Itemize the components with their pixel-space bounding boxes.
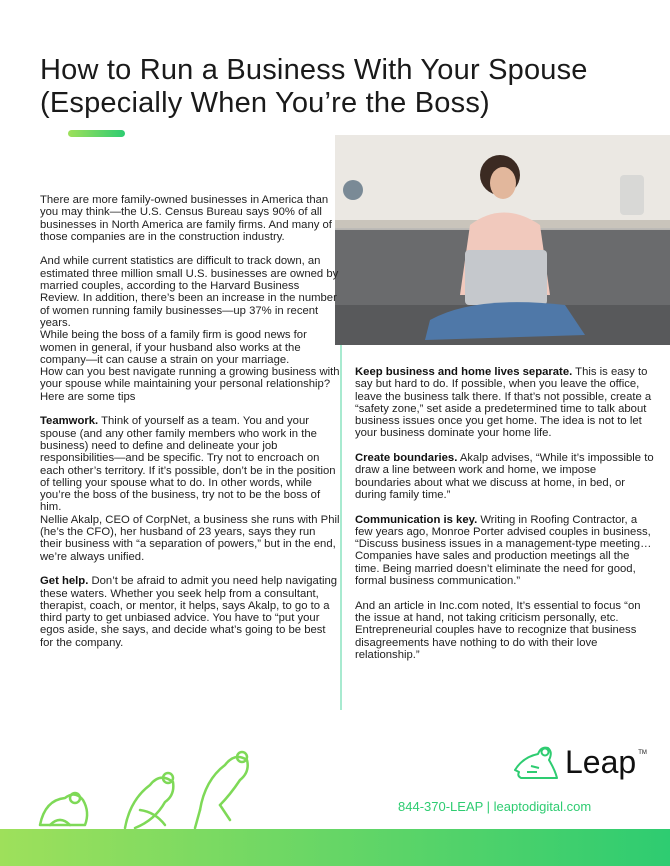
boundaries-body: Akalp advises, “While it’s impossible to draw a line between work and home, we impose boundaries about what we discuss at home, in bed, or during family time.”	[355, 452, 654, 501]
left-column	[40, 194, 340, 661]
teamwork-body: Think of yourself as a team. You and your spouse (and any other family members who work in the business) need to define and delineate your job responsibilities—and be specific. Try not to encroach on each other’s territory. If it’s possible, don’t be in the position of telling your spouse what to do. In other words, while you’re the boss of the business, try not to be the boss of him.	[40, 415, 336, 514]
leap-logo-text: Leap	[565, 744, 637, 780]
teamwork-paragraph	[40, 415, 340, 513]
boundaries-heading: Create boundaries.	[355, 452, 458, 465]
photo-illustration	[335, 135, 670, 345]
contact-info[interactable]: 844-370-LEAP | leaptodigital.com	[398, 799, 592, 814]
communication-paragraph	[355, 514, 655, 588]
communication-heading: Communication is key.	[355, 513, 478, 526]
leap-frog-logo-icon	[513, 742, 563, 786]
separate-heading: Keep business and home lives separate.	[355, 366, 573, 378]
woman-laptop-photo	[335, 135, 670, 345]
title-line-1: How to Run a Business With Your Spouse	[40, 54, 588, 86]
boundaries-paragraph	[355, 452, 655, 501]
tips-intro-paragraph: How can you best navigate running a growing business with your spouse while maintaining your personal relationship? Here are some tips	[40, 366, 340, 403]
statistics-paragraph: And while current statistics are difficult to track down, an estimated three million small U.S. businesses are owned by married couples, according to the Harvard Business Review. In addition, there’s been an increase in the number of women running family businesses—up 37% in recent years.	[40, 255, 339, 329]
separate-body: This is easy to say but hard to do. If possible, when you leave the office, leave the business talk there. If that’s not possible, create a “safety zone,” set aside a predetermined time to talk about business issues once you get home. The idea is not to let your business dominate your home life.	[355, 366, 652, 440]
get-help-body: Don’t be afraid to admit you need help navigating these waters. Whether you seek help from a consultant, therapist, coach, or mentor, it helps, says Akalp, to go to a third party to get unbiased advice. You have to “put your egos aside, she says, and decide what’s going to be best for the company.	[40, 575, 338, 649]
title-line-2: (Especially When You’re the Boss)	[40, 87, 490, 119]
intro-paragraph: There are more family-owned businesses in America than you may think—the U.S. Census Bureau says 90% of all businesses in North America are family firms. And many of those companies are in the construction industry.	[40, 194, 332, 243]
inc-paragraph: And an article in Inc.com noted, It’s essential to focus “on the issue at hand, not taking criticism personally, etc. Entrepreneurial couples have to recognize that business disagreements have nothing to do with their love relationship.”	[355, 599, 641, 661]
leaping-frogs-icon	[35, 740, 265, 835]
communication-body: Writing in Roofing Contractor, a few years ago, Monroe Porter advised couples in business, “Discuss business issues in a management-type meeting…Companies have sales and production meetings all the time. Being married doesn’t eliminate the need for good, formal business communication.”	[355, 513, 652, 588]
separate-paragraph	[355, 366, 655, 440]
footer-gradient-bar	[0, 829, 670, 866]
teamwork-heading: Teamwork.	[40, 415, 99, 428]
column-divider	[340, 345, 342, 710]
strain-paragraph: While being the boss of a family firm is good news for women in general, if your husband also works at the company—it can cause a strain on your marriage.	[40, 329, 307, 366]
nellie-paragraph: Nellie Akalp, CEO of CorpNet, a business she runs with Phil (he’s the CFO), her husband of 23 years, says they run their business with “a separation of powers,” but in the end, we’re always unified.	[40, 513, 340, 563]
title-accent-bar	[68, 130, 125, 137]
page-title	[40, 54, 588, 120]
get-help-heading: Get help.	[40, 575, 89, 588]
trademark-symbol: TM	[638, 750, 647, 756]
right-column	[355, 366, 655, 673]
get-help-paragraph	[40, 575, 340, 649]
